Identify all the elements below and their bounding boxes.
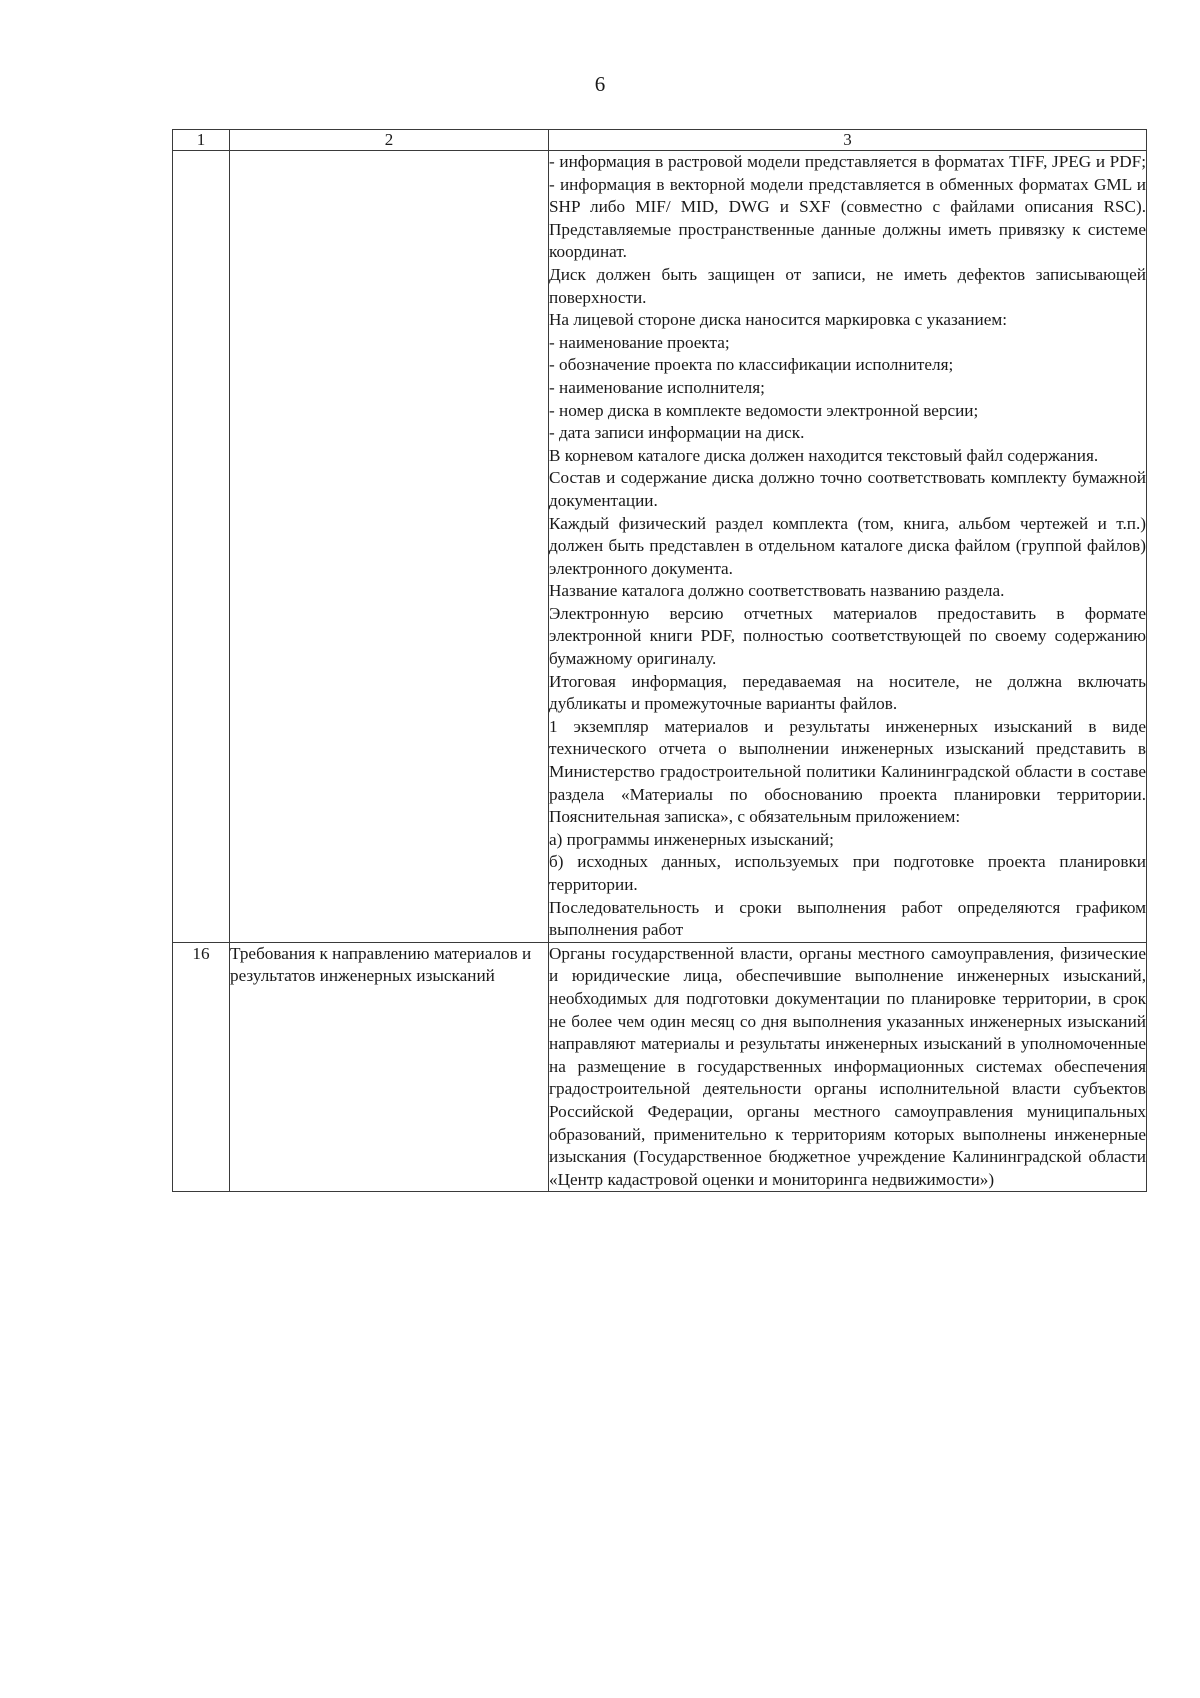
page-number: 6 bbox=[594, 72, 606, 96]
content-paragraph: Каждый физический раздел комплекта (том, книга, альбом чертежей и т.п.) должен быть представлен в отдельном каталоге диска файлом (группой файлов) электронного документа. bbox=[549, 513, 1146, 578]
content-paragraph: 1 экземпляр материалов и результаты инженерных изысканий в виде технического отчета о выполнении инженерных изысканий представить в Министерство градостроительной политики Калининградской области в составе раздела «Материалы по обоснованию проекта планировки территории. Пояснительная записка», с обязательным приложением: bbox=[549, 716, 1146, 827]
content-paragraph: Органы государственной власти, органы местного самоуправления, физические и юридические лица, обеспечившие выполнение инженерных изысканий, необходимых для подготовки документации по планировке территории, в срок не более чем один месяц со дня выполнения указанных инженерных изысканий направляют материалы и результаты инженерных изысканий в уполномоченные на размещение в государственных информационных системах обеспечения градостроительной деятельности органы исполнительной власти субъектов Российской Федерации, органы местного самоуправления муниципальных образований, применительно к территориям которых выполнены инженерные изыскания (Государственное бюджетное учреждение Калининградской области «Центр кадастровой оценки и мониторинга недвижимости») bbox=[549, 943, 1146, 1189]
content-paragraph: - наименование проекта; bbox=[549, 332, 730, 352]
content-paragraph: Состав и содержание диска должно точно соответствовать комплекту бумажной документации. bbox=[549, 468, 1146, 510]
content-paragraph: Электронную версию отчетных материалов предоставить в формате электронной книги PDF, полностью соответствующей по своему содержанию бумажному оригиналу. bbox=[549, 603, 1146, 669]
requirement-content bbox=[549, 151, 1147, 943]
table-row bbox=[173, 151, 1147, 943]
table-row bbox=[173, 942, 1147, 1192]
requirement-content bbox=[549, 942, 1147, 1192]
column-header-1: 1 bbox=[173, 130, 230, 151]
content-paragraph: - номер диска в комплекте ведомости электронной версии; bbox=[549, 400, 979, 420]
table-header-row bbox=[173, 130, 1147, 151]
content-paragraph: Итоговая информация, передаваемая на носителе, не должна включать дубликаты и промежуточные варианты файлов. bbox=[549, 671, 1146, 714]
content-paragraph: б) исходных данных, используемых при подготовке проекта планировки территории. bbox=[549, 852, 1146, 894]
content-paragraph: На лицевой стороне диска наносится маркировка с указанием: bbox=[549, 310, 1008, 330]
content-paragraph: - информация в векторной модели представляется в обменных форматах GML и SHP либо MIF/ MID, DWG и SXF (совместно с файлами описания RSC). bbox=[549, 174, 1146, 217]
content-paragraph: Последовательность и сроки выполнения работ определяются графиком выполнения работ bbox=[549, 897, 1146, 940]
column-header-2: 2 bbox=[230, 130, 549, 151]
content-paragraph: а) программы инженерных изысканий; bbox=[549, 829, 834, 849]
content-paragraph: - дата записи информации на диск. bbox=[549, 423, 805, 443]
content-paragraph: В корневом каталоге диска должен находится текстовый файл содержания. bbox=[549, 445, 1099, 465]
content-paragraph: - обозначение проекта по классификации исполнителя; bbox=[549, 355, 954, 375]
requirement-name bbox=[230, 151, 549, 943]
content-paragraph: - информация в растровой модели представляется в форматах TIFF, JPEG и PDF; bbox=[549, 152, 1146, 171]
content-paragraph: Диск должен быть защищен от записи, не иметь дефектов записывающей поверхности. bbox=[549, 264, 1146, 307]
column-header-3: 3 bbox=[549, 130, 1147, 151]
row-number: 16 bbox=[173, 942, 230, 1192]
row-number bbox=[173, 151, 230, 943]
requirements-table bbox=[172, 129, 1147, 1192]
content-paragraph: - наименование исполнителя; bbox=[549, 377, 765, 397]
content-paragraph: Название каталога должно соответствовать названию раздела. bbox=[549, 581, 1005, 601]
requirement-name: Требования к направлению материалов и результатов инженерных изысканий bbox=[230, 942, 549, 1192]
content-paragraph: Представляемые пространственные данные должны иметь привязку к системе координат. bbox=[549, 219, 1146, 262]
